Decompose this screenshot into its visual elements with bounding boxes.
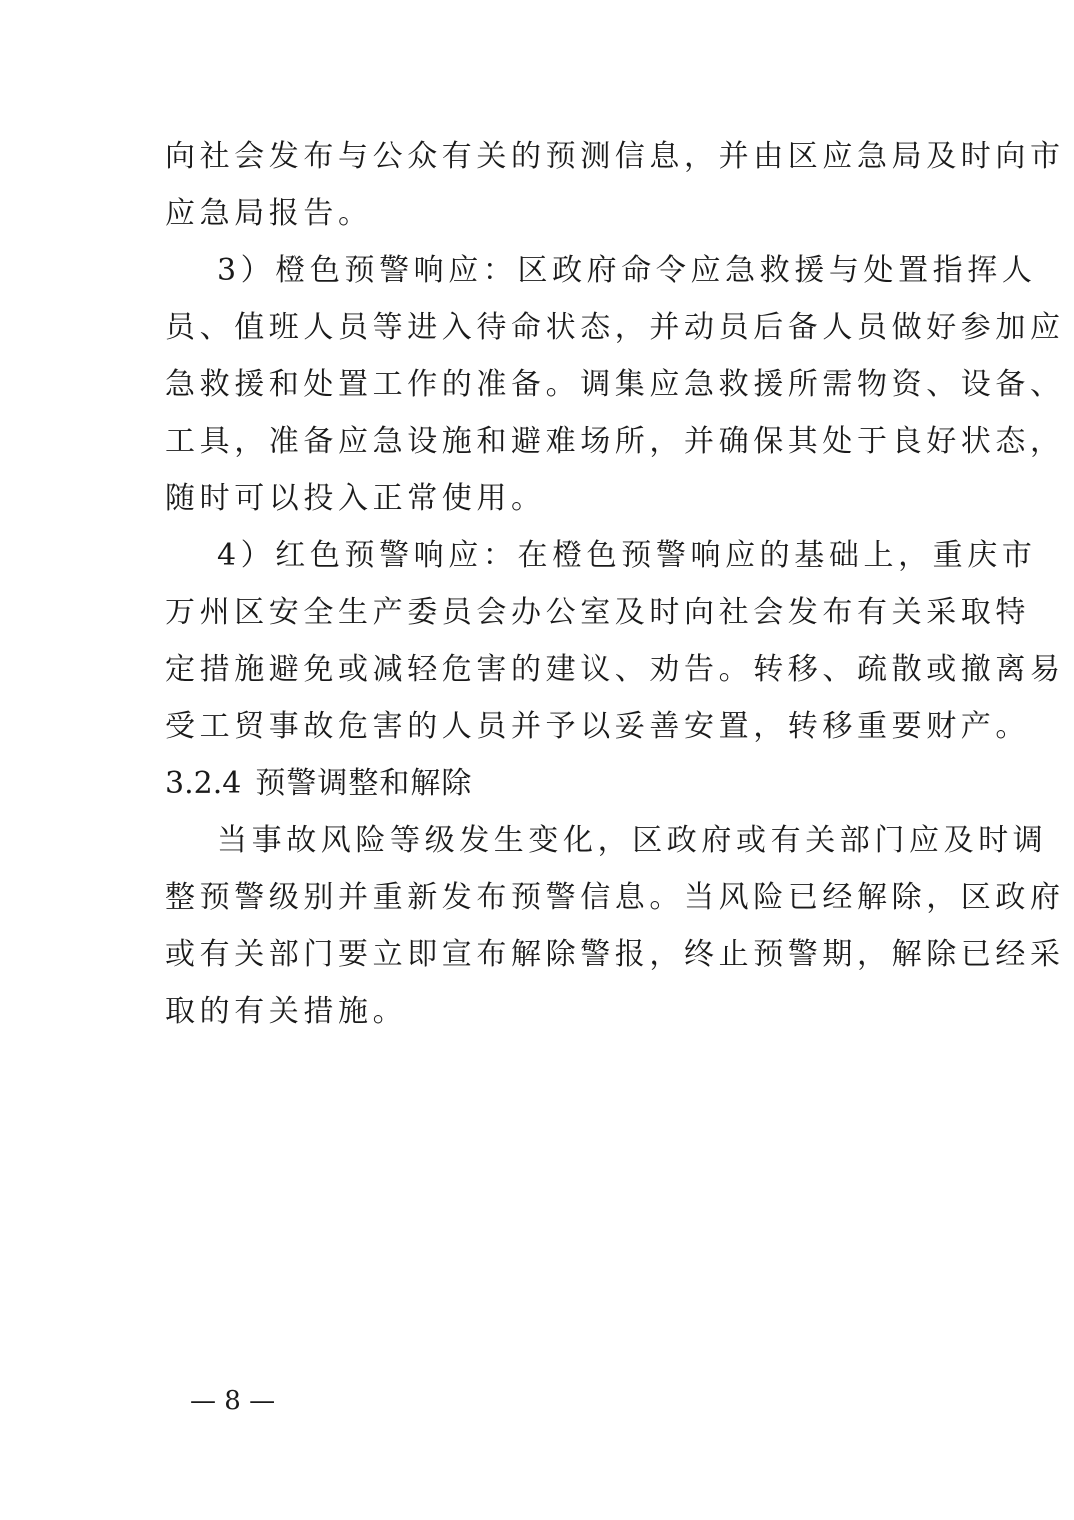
paragraph-line: 3）橙色预警响应：区政府命令应急救援与处置指挥人: [217, 253, 1037, 288]
paragraph-line: 整预警级别并重新发布预警信息。当风险已经解除，区政府: [165, 880, 1065, 915]
section-title: 预警调整和解除: [255, 766, 473, 801]
section-heading: [165, 764, 915, 804]
paragraph-line: 急救援和处置工作的准备。调集应急救援所需物资、设备、: [165, 367, 1065, 402]
paragraph-line: 万州区安全生产委员会办公室及时向社会发布有关采取特: [165, 595, 1030, 630]
paragraph-line: 工具，准备应急设施和避难场所，并确保其处于良好状态，: [165, 424, 1065, 459]
paragraph-line: 当事故风险等级发生变化，区政府或有关部门应及时调: [217, 823, 1048, 858]
paragraph-line: 或有关部门要立即宣布解除警报，终止预警期，解除已经采: [165, 937, 1065, 972]
paragraph-line: 向社会发布与公众有关的预测信息，并由区应急局及时向市: [165, 139, 1065, 174]
paragraph-line: 受工贸事故危害的人员并予以妥善安置，转移重要财产。: [165, 709, 1030, 744]
paragraph-line: 应急局报告。: [165, 196, 373, 231]
paragraph-line: 4）红色预警响应：在橙色预警响应的基础上，重庆市: [217, 538, 1037, 573]
page-number: — 8 —: [190, 1386, 276, 1416]
paragraph-line: 取的有关措施。: [165, 994, 408, 1029]
section-number: 3.2.4: [165, 766, 242, 801]
paragraph-line: 定措施避免或减轻危害的建议、劝告。转移、疏散或撤离易: [165, 652, 1065, 687]
paragraph-line: 随时可以投入正常使用。: [165, 481, 546, 516]
paragraph-line: 员、值班人员等进入待命状态，并动员后备人员做好参加应: [165, 310, 1065, 345]
